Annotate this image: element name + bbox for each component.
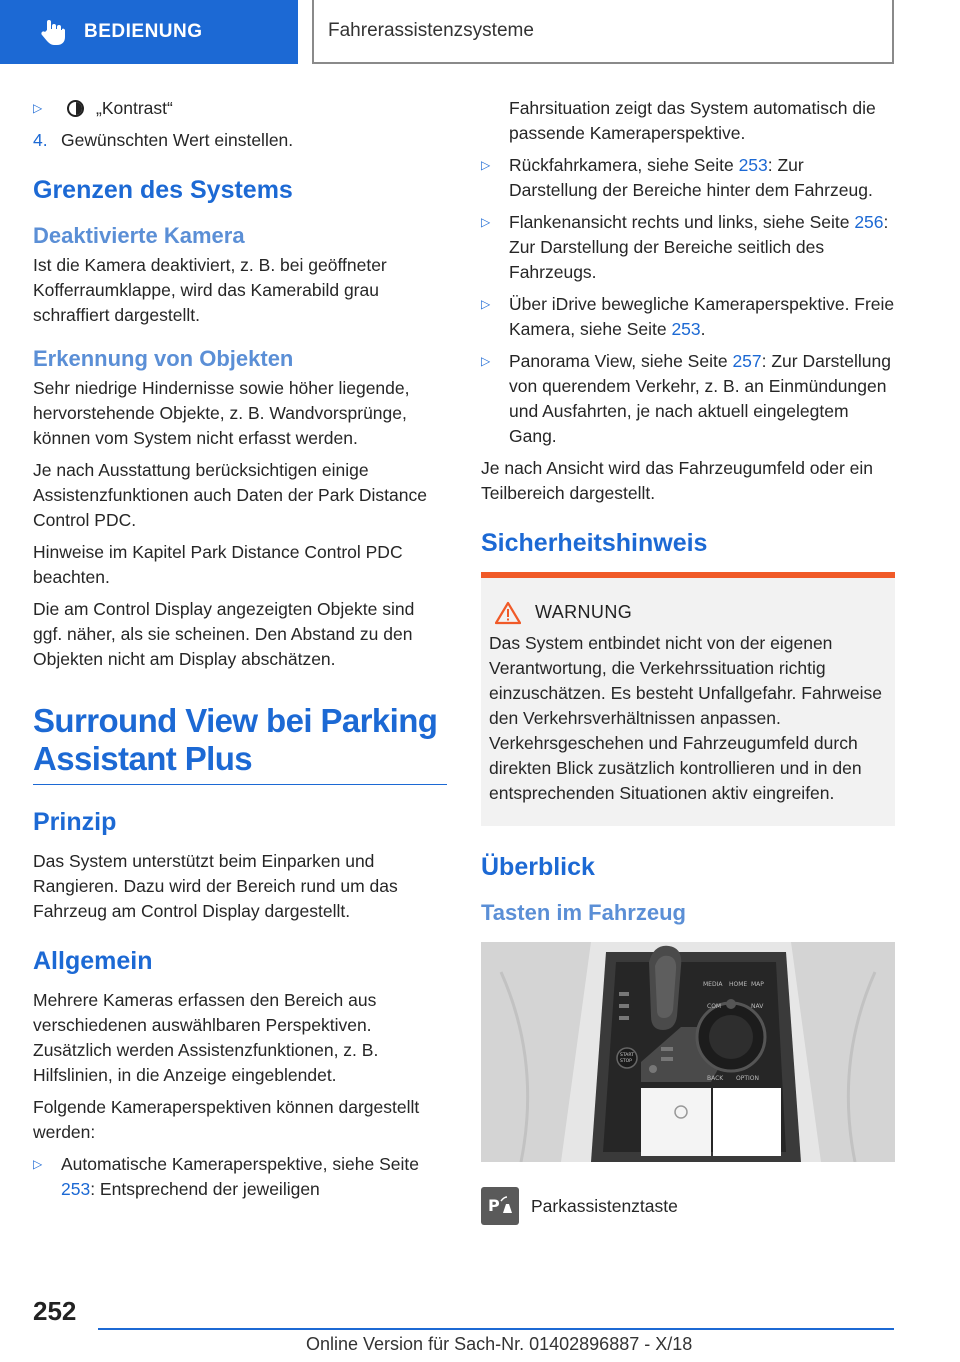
list-item-continuation: Fahrsituation zeigt das System automatisch die passende Kameraperspektive. [509, 98, 876, 143]
list-item-text: Über iDrive bewegliche Kameraperspektive. Freie Kamera, siehe Seite [509, 294, 895, 339]
page-link-257[interactable]: 257 [732, 351, 762, 371]
list-item-text: : Entsprechend der jeweiligen [90, 1179, 320, 1199]
warning-text: Das System entbindet nicht von der eigenen Verantwortung, die Verkehrssituation richtig einzuschätzen. Es besteht Unfallgefahr. Fahrweise den Verkehrsverhältnissen anpassen. Verkehrsgeschehen und Fahrzeugumfeld durch direkten Blick zusätzlich kontrollieren und in den entsprechenden Situationen aktiv eingreifen. [489, 633, 882, 803]
heading-prinzip: Prinzip [33, 808, 117, 836]
svg-text:P: P [488, 1196, 500, 1215]
step-text: Gewünschten Wert einstellen. [61, 130, 294, 150]
list-item-panorama [481, 349, 895, 449]
list-item-text: : Zur Darstellung der Bereiche seitlich des Fahrzeugs. [509, 212, 889, 282]
warning-title: WARNUNG [535, 602, 633, 622]
tab-fahrerassistenzsysteme-label: Fahrerassistenzsysteme [328, 20, 534, 41]
paragraph-deaktiviert: Ist die Kamera deaktiviert, z. B. bei geöffneter Kofferraumklappe, wird das Kamerabild grau schraffiert dargestellt. [33, 255, 387, 325]
svg-text:BACK: BACK [707, 1075, 724, 1082]
triangle-bullet-icon: ▷ [481, 297, 491, 311]
heading-erkennung: Erkennung von Objekten [33, 346, 294, 371]
list-item-text: Rückfahrkamera, siehe Seite [509, 155, 739, 175]
page-number: 252 [33, 1296, 77, 1326]
list-item-automatisch [33, 1152, 447, 1202]
list-item-kontrast [33, 96, 447, 121]
svg-text:OPTION: OPTION [736, 1075, 759, 1082]
paragraph-allgemein-2: Folgende Kameraperspektiven können dargestellt werden: [33, 1097, 420, 1142]
tab-fahrerassistenzsysteme[interactable] [312, 0, 894, 64]
svg-text:NAV: NAV [751, 1003, 764, 1010]
svg-text:MEDIA: MEDIA [703, 981, 723, 988]
triangle-bullet-icon: ▷ [481, 354, 491, 368]
paragraph-allgemein-1: Mehrere Kameras erfassen den Bereich aus verschiedenen auswählbaren Perspektiven. Zusätzlich werden Assistenzfunktionen, z. B. Hilfslinien, in die Anzeige eingeblendet. [33, 990, 379, 1085]
list-item-text: „Kontrast“ [96, 98, 173, 118]
svg-text:START: START [620, 1053, 634, 1058]
heading-sicherheitshinweis: Sicherheitshinweis [481, 529, 708, 557]
warning-triangle-icon [495, 601, 521, 625]
list-item-rueckfahrkamera [481, 153, 895, 203]
warning-header [489, 600, 887, 625]
page-link-256[interactable]: 256 [854, 212, 884, 232]
paragraph-erkennung-4: Die am Control Display angezeigten Objekte sind ggf. näher, als sie scheinen. Den Abstand zu den Objekten nicht am Display abschätzen. [33, 599, 415, 669]
heading-deaktivierte-kamera: Deaktivierte Kamera [33, 223, 245, 248]
triangle-bullet-icon: ▷ [481, 158, 491, 172]
footer-divider [98, 1328, 894, 1330]
tab-bedienung[interactable] [0, 0, 298, 64]
right-column [481, 96, 895, 1225]
list-item-flankenansicht [481, 210, 895, 285]
list-item-text: Panorama View, siehe Seite [509, 351, 733, 371]
page-link-253[interactable]: 253 [738, 155, 768, 175]
left-column [33, 96, 447, 1209]
heading-ueberblick: Überblick [481, 853, 595, 881]
caption-row [481, 1187, 895, 1225]
svg-text:HOME: HOME [729, 981, 748, 988]
footer-text: Online Version für Sach-Nr. 01402896887 - X/18 [306, 1334, 693, 1354]
step-4 [33, 128, 447, 153]
tab-bedienung-label: BEDIENUNG [84, 21, 203, 42]
page-link-253[interactable]: 253 [61, 1179, 91, 1199]
heading-grenzen: Grenzen des Systems [33, 176, 293, 204]
hand-pointer-icon [38, 17, 68, 47]
page-link-253[interactable]: 253 [671, 319, 701, 339]
heading-allgemein: Allgemein [33, 947, 153, 975]
warning-box [481, 572, 895, 826]
triangle-bullet-icon: ▷ [33, 1157, 43, 1171]
list-item-text: : Zur Darstellung der Bereiche hinter dem Fahrzeug. [509, 155, 873, 200]
step-number: 4. [33, 130, 48, 150]
paragraph-erkennung-2: Je nach Ausstattung berücksichtigen einige Assistenzfunktionen auch Daten der Park Distance Control PDC. [33, 460, 427, 530]
heading-surround-view: Surround View bei Parking Assistant Plus [33, 702, 447, 785]
triangle-bullet-icon: ▷ [481, 215, 491, 229]
heading-tasten: Tasten im Fahrzeug [481, 900, 686, 925]
list-item-text: : Zur Darstellung von querendem Verkehr, z. B. an Einmündungen und Ausfahrten, je nach aktuell eingelegtem Gang. [509, 351, 891, 446]
paragraph-erkennung-3: Hinweise im Kapitel Park Distance Control PDC beachten. [33, 542, 403, 587]
triangle-bullet-icon: ▷ [33, 101, 43, 115]
contrast-icon [67, 100, 84, 117]
svg-text:STOP: STOP [620, 1059, 632, 1064]
paragraph-prinzip: Das System unterstützt beim Einparken und Rangieren. Dazu wird der Bereich rund um das Fahrzeug am Control Display dargestellt. [33, 851, 398, 921]
caption-text: Parkassistenztaste [531, 1195, 678, 1216]
list-item-text: Automatische Kameraperspektive, siehe Seite [61, 1154, 419, 1174]
parking-assist-icon [481, 1187, 519, 1225]
list-item-text: . [700, 319, 706, 339]
list-item-idrive [481, 292, 895, 342]
paragraph-ansicht: Je nach Ansicht wird das Fahrzeugumfeld oder ein Teilbereich dargestellt. [481, 458, 874, 503]
svg-text:MAP: MAP [751, 981, 764, 988]
center-console-photo [481, 942, 895, 1162]
header-tabs [0, 0, 960, 68]
svg-text:COM: COM [707, 1003, 722, 1010]
paragraph-erkennung-1: Sehr niedrige Hindernisse sowie höher liegende, hervorstehende Objekte, z. B. Wandvorsprünge, können vom System nicht erfasst werden. [33, 378, 410, 448]
list-item-text: Flankenansicht rechts und links, siehe Seite [509, 212, 855, 232]
